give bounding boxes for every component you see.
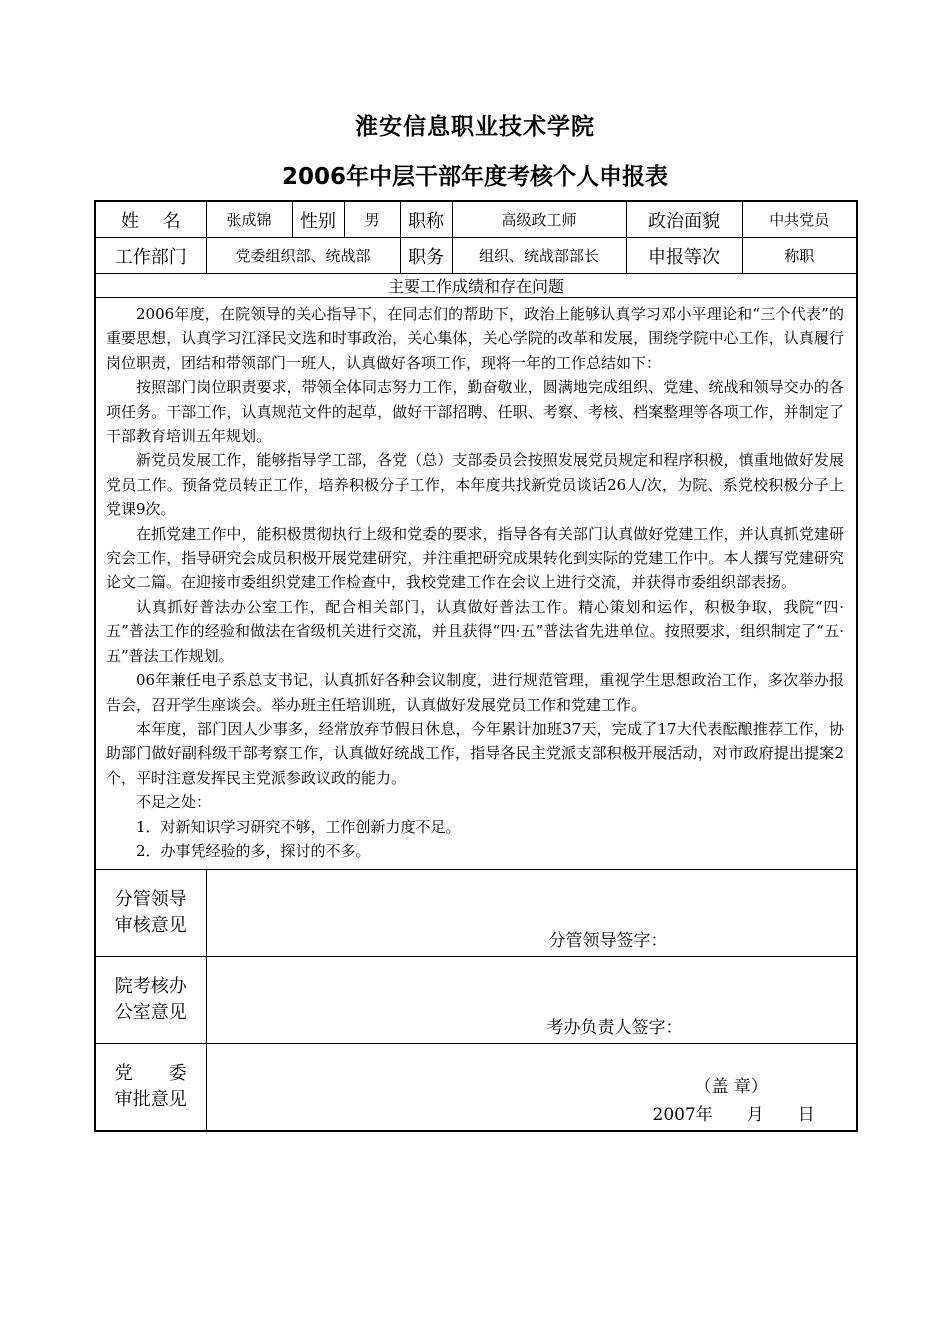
name-label: 姓 名 <box>95 201 206 238</box>
work-summary-text <box>95 298 857 870</box>
grade-label: 申报等次 <box>626 238 742 274</box>
seal-label: （盖 章） <box>694 1077 768 1098</box>
leader-review-field[interactable] <box>206 870 857 957</box>
party-approval-row <box>95 1044 857 1132</box>
party-approval-field[interactable] <box>206 1044 857 1132</box>
info-row-2 <box>95 238 857 274</box>
grade-value: 称职 <box>742 238 857 274</box>
position-label: 职务 <box>400 238 452 274</box>
shortcoming-item: 2．办事凭经验的多，探讨的不多。 <box>136 841 371 860</box>
position-value: 组织、统战部部长 <box>452 238 626 274</box>
appraisal-form-table <box>94 200 858 1132</box>
document-subtitle: 2006年中层干部年度考核个人申报表 <box>281 164 668 190</box>
shortcoming-item: 1．对新知识学习研究不够，工作创新力度不足。 <box>136 817 461 836</box>
office-review-field[interactable] <box>206 957 857 1044</box>
political-status-value: 中共党员 <box>742 201 857 238</box>
department-value: 党委组织部、统战部 <box>206 238 400 274</box>
name-value: 张成锦 <box>206 201 292 238</box>
office-signature-label: 考办负责人签字： <box>546 1018 683 1039</box>
gender-label: 性别 <box>292 201 344 238</box>
summary-paragraph: 按照部门岗位职责要求，带领全体同志努力工作，勤奋敬业，圆满地完成组织、党建、统战和领导交办的各项任务。干部工作，认真规范文件的起草，做好干部招聘、任职、考察、考核、档案整理等各项工作，并制定了干部教育培训五年规划。 <box>106 378 844 446</box>
work-summary-row <box>95 298 857 870</box>
shortcomings-heading: 不足之处： <box>136 793 212 812</box>
professional-title-label: 职称 <box>400 201 452 238</box>
leader-review-row <box>95 870 857 957</box>
summary-paragraph: 2006年度，在院领导的关心指导下，在同志们的帮助下，政治上能够认真学习邓小平理论和“三个代表”的重要思想，认真学习江泽民文选和时事政治，关心集体，关心学院的改革和发展，围绕学院中心工作，认真履行岗位职责，团结和带领部门一班人，认真做好各项工作，现将一年的工作总结如下： <box>106 305 844 372</box>
summary-paragraph: 本年度，部门因人少事多，经常放弃节假日休息，今年累计加班37天，完成了17大代表酝酿推荐工作，协助部门做好副科级干部考察工作，认真做好统战工作，指导各民主党派支部积极开展活动，对市政府提出提案2个，平时注意发挥民主党派参政议政的能力。 <box>106 719 844 787</box>
section-title-row <box>95 274 857 298</box>
department-label: 工作部门 <box>95 238 206 274</box>
document-title: 淮安信息职业技术学院 <box>355 114 595 140</box>
summary-paragraph: 认真抓好普法办公室工作，配合相关部门，认真做好普法工作。精心策划和运作，积极争取，我院“四·五”普法工作的经验和做法在省级机关进行交流，并且获得“四·五”普法省先进单位。按照要求，组织制定了“五·五”普法工作规划。 <box>106 597 844 665</box>
section-title: 主要工作成绩和存在问题 <box>95 274 857 298</box>
summary-paragraph: 在抓党建工作中，能积极贯彻执行上级和党委的要求，指导各有关部门认真做好党建工作，并认真抓党建研究会工作，指导研究会成员积极开展党建研究，并注重把研究成果转化到实际的党建工作中。本人撰写党建研究论文二篇。在迎接市委组织党建工作检查中，我校党建工作在会议上进行交流，并获得市委组织部表扬。 <box>106 524 844 592</box>
leader-review-label: 分管领导 审核意见 <box>95 870 206 957</box>
party-approval-label: 党 委 审批意见 <box>95 1044 206 1132</box>
leader-signature-label: 分管领导签字： <box>548 931 668 952</box>
approval-date: 2007年 月 日 <box>652 1105 815 1126</box>
political-status-label: 政治面貌 <box>626 201 742 238</box>
office-review-label: 院考核办 公室意见 <box>95 957 206 1044</box>
gender-value: 男 <box>344 201 400 238</box>
summary-paragraph: 06年兼任电子系总支书记，认真抓好各种会议制度，进行规范管理，重视学生思想政治工作，多次举办报告会，召开学生座谈会。举办班主任培训班，认真做好发展党员工作和党建工作。 <box>106 671 844 714</box>
office-review-row <box>95 957 857 1044</box>
professional-title-value: 高级政工师 <box>452 201 626 238</box>
info-row-1 <box>95 201 857 238</box>
summary-paragraph: 新党员发展工作，能够指导学工部，各党（总）支部委员会按照发展党员规定和程序积极，慎重地做好发展党员工作。预备党员转正工作，培养积极分子工作，本年度共找新党员谈话26人/次，为院、系党校积极分子上党课9次。 <box>106 451 844 519</box>
